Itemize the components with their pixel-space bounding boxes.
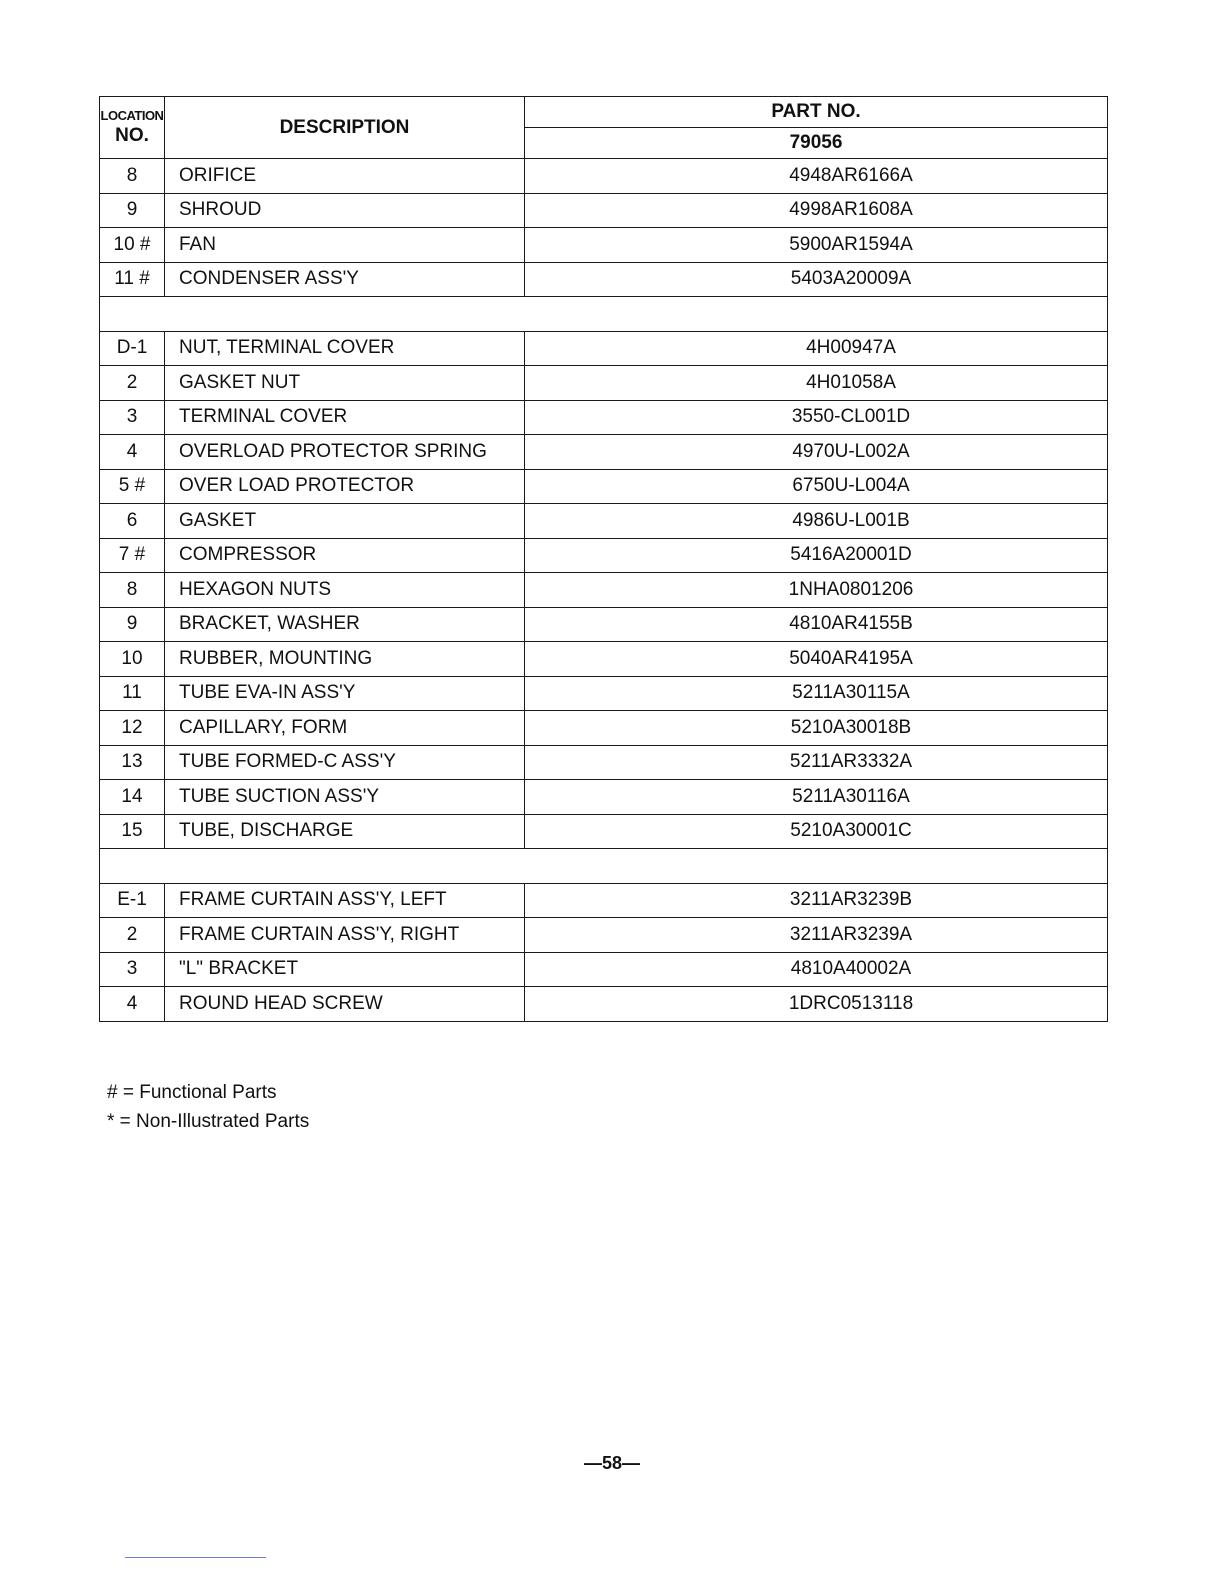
location-cell: 3 xyxy=(100,952,165,987)
location-cell: D-1 xyxy=(100,331,165,366)
table-row xyxy=(100,228,1108,263)
description-cell: FRAME CURTAIN ASS'Y, LEFT xyxy=(165,883,525,918)
location-cell: 12 xyxy=(100,711,165,746)
part-number-cell: 3550-CL001D xyxy=(525,400,1108,435)
model-number-header: 79056 xyxy=(525,128,1108,159)
location-header-line1: LOCATION xyxy=(100,107,164,123)
description-cell: TUBE EVA-IN ASS'Y xyxy=(165,676,525,711)
part-number-cell: 5211AR3332A xyxy=(525,745,1108,780)
location-cell: 3 xyxy=(100,400,165,435)
location-cell: 8 xyxy=(100,159,165,194)
description-cell: GASKET xyxy=(165,504,525,539)
table-body xyxy=(100,159,1108,1022)
description-cell: TERMINAL COVER xyxy=(165,400,525,435)
legend xyxy=(107,1078,309,1136)
table-row xyxy=(100,435,1108,470)
location-cell: 10 xyxy=(100,642,165,677)
table-row xyxy=(100,607,1108,642)
description-cell: COMPRESSOR xyxy=(165,538,525,573)
table-row xyxy=(100,538,1108,573)
table-header xyxy=(100,97,1108,159)
table-row xyxy=(100,193,1108,228)
description-cell: ROUND HEAD SCREW xyxy=(165,987,525,1022)
location-cell: 13 xyxy=(100,745,165,780)
location-cell: 5 # xyxy=(100,469,165,504)
location-cell: 4 xyxy=(100,987,165,1022)
table-row xyxy=(100,711,1108,746)
location-cell: 15 xyxy=(100,814,165,849)
part-number-cell: 5403A20009A xyxy=(525,262,1108,297)
description-cell: CAPILLARY, FORM xyxy=(165,711,525,746)
table-row xyxy=(100,745,1108,780)
legend-functional: # = Functional Parts xyxy=(107,1082,277,1103)
location-cell: E-1 xyxy=(100,883,165,918)
location-cell: 4 xyxy=(100,435,165,470)
location-cell: 9 xyxy=(100,193,165,228)
part-number-cell: 4H00947A xyxy=(525,331,1108,366)
location-cell: 11 # xyxy=(100,262,165,297)
part-number-cell: 5211A30115A xyxy=(525,676,1108,711)
table-row xyxy=(100,918,1108,953)
table-row xyxy=(100,400,1108,435)
part-no-header: PART NO. xyxy=(525,97,1108,128)
description-header: DESCRIPTION xyxy=(165,97,525,159)
location-cell: 6 xyxy=(100,504,165,539)
part-number-cell: 5210A30018B xyxy=(525,711,1108,746)
description-cell: OVER LOAD PROTECTOR xyxy=(165,469,525,504)
part-number-cell: 3211AR3239B xyxy=(525,883,1108,918)
description-cell: "L" BRACKET xyxy=(165,952,525,987)
parts-table xyxy=(99,96,1108,1022)
part-number-cell: 1NHA0801206 xyxy=(525,573,1108,608)
part-number-cell: 5416A20001D xyxy=(525,538,1108,573)
part-number-cell: 4H01058A xyxy=(525,366,1108,401)
part-number-cell: 4998AR1608A xyxy=(525,193,1108,228)
table-row xyxy=(100,469,1108,504)
table-row xyxy=(100,504,1108,539)
location-cell: 2 xyxy=(100,366,165,401)
description-cell: FAN xyxy=(165,228,525,263)
table-row xyxy=(100,987,1108,1022)
table-row xyxy=(100,159,1108,194)
part-number-cell: 5040AR4195A xyxy=(525,642,1108,677)
table-row xyxy=(100,262,1108,297)
description-cell: TUBE FORMED-C ASS'Y xyxy=(165,745,525,780)
description-cell: ORIFICE xyxy=(165,159,525,194)
table-row xyxy=(100,331,1108,366)
part-number-cell: 4970U-L002A xyxy=(525,435,1108,470)
part-number-cell: 5210A30001C xyxy=(525,814,1108,849)
location-header xyxy=(100,97,165,159)
table-row xyxy=(100,676,1108,711)
part-number-cell: 4986U-L001B xyxy=(525,504,1108,539)
description-cell: OVERLOAD PROTECTOR SPRING xyxy=(165,435,525,470)
part-number-cell: 6750U-L004A xyxy=(525,469,1108,504)
part-number-cell: 3211AR3239A xyxy=(525,918,1108,953)
location-header-line2: NO. xyxy=(115,125,149,147)
location-cell: 10 # xyxy=(100,228,165,263)
part-number-cell: 1DRC0513118 xyxy=(525,987,1108,1022)
legend-non-illustrated: * = Non-Illustrated Parts xyxy=(107,1111,310,1132)
part-number-cell: 4810A40002A xyxy=(525,952,1108,987)
page-divider-line xyxy=(125,1557,266,1558)
table-row xyxy=(100,883,1108,918)
part-number-cell: 5211A30116A xyxy=(525,780,1108,815)
table-row xyxy=(100,366,1108,401)
location-cell: 11 xyxy=(100,676,165,711)
part-number-cell: 4810AR4155B xyxy=(525,607,1108,642)
table-row xyxy=(100,952,1108,987)
table-row xyxy=(100,573,1108,608)
part-number-cell: 4948AR6166A xyxy=(525,159,1108,194)
location-cell: 14 xyxy=(100,780,165,815)
group-separator-row xyxy=(100,297,1108,332)
description-cell: RUBBER, MOUNTING xyxy=(165,642,525,677)
description-cell: SHROUD xyxy=(165,193,525,228)
page-number: —58— xyxy=(583,1453,641,1473)
table-row xyxy=(100,780,1108,815)
description-cell: FRAME CURTAIN ASS'Y, RIGHT xyxy=(165,918,525,953)
description-cell: BRACKET, WASHER xyxy=(165,607,525,642)
description-cell: HEXAGON NUTS xyxy=(165,573,525,608)
group-separator-cell xyxy=(100,849,1108,884)
description-cell: TUBE, DISCHARGE xyxy=(165,814,525,849)
description-cell: CONDENSER ASS'Y xyxy=(165,262,525,297)
location-cell: 2 xyxy=(100,918,165,953)
description-cell: GASKET NUT xyxy=(165,366,525,401)
location-cell: 8 xyxy=(100,573,165,608)
part-number-cell: 5900AR1594A xyxy=(525,228,1108,263)
group-separator-row xyxy=(100,849,1108,884)
description-cell: TUBE SUCTION ASS'Y xyxy=(165,780,525,815)
group-separator-cell xyxy=(100,297,1108,332)
location-cell: 7 # xyxy=(100,538,165,573)
table-row xyxy=(100,642,1108,677)
location-cell: 9 xyxy=(100,607,165,642)
table-row xyxy=(100,814,1108,849)
description-cell: NUT, TERMINAL COVER xyxy=(165,331,525,366)
